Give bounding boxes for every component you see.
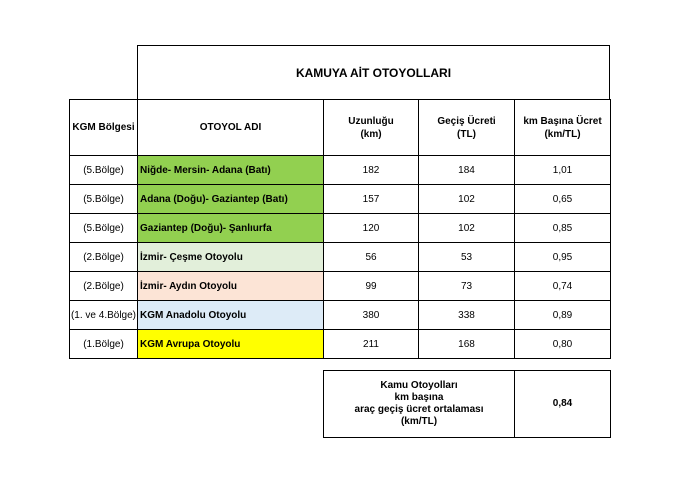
- highway-table: [69, 99, 611, 359]
- summary-value: 0,84: [515, 371, 611, 438]
- region-cell: (1.Bölge): [70, 330, 138, 359]
- per-km-cell: 0,74: [515, 272, 611, 301]
- highway-name-cell: Adana (Doğu)- Gaziantep (Batı): [138, 185, 324, 214]
- toll-cell: 168: [419, 330, 515, 359]
- summary-table: [323, 370, 611, 438]
- summary-row: [324, 371, 611, 438]
- table-row: [70, 301, 611, 330]
- region-cell: (5.Bölge): [70, 185, 138, 214]
- per-km-cell: 0,85: [515, 214, 611, 243]
- region-cell: (1. ve 4.Bölge): [70, 301, 138, 330]
- toll-cell: 102: [419, 214, 515, 243]
- length-cell: 380: [324, 301, 419, 330]
- table-row: [70, 243, 611, 272]
- toll-cell: 102: [419, 185, 515, 214]
- length-cell: 120: [324, 214, 419, 243]
- table-row: [70, 156, 611, 185]
- table-row: [70, 272, 611, 301]
- highway-name-cell: Gaziantep (Doğu)- Şanlıurfa: [138, 214, 324, 243]
- header-name: OTOYOL ADI: [138, 100, 324, 156]
- region-cell: (5.Bölge): [70, 156, 138, 185]
- per-km-cell: 1,01: [515, 156, 611, 185]
- region-cell: (5.Bölge): [70, 214, 138, 243]
- per-km-cell: 0,80: [515, 330, 611, 359]
- table-row: [70, 185, 611, 214]
- per-km-cell: 0,95: [515, 243, 611, 272]
- region-cell: (2.Bölge): [70, 272, 138, 301]
- table-title: [137, 45, 610, 99]
- region-cell: (2.Bölge): [70, 243, 138, 272]
- header-toll: Geçiş Ücreti (TL): [419, 100, 515, 156]
- highway-name-cell: KGM Avrupa Otoyolu: [138, 330, 324, 359]
- toll-cell: 184: [419, 156, 515, 185]
- per-km-cell: 0,65: [515, 185, 611, 214]
- toll-cell: 338: [419, 301, 515, 330]
- per-km-cell: 0,89: [515, 301, 611, 330]
- highway-name-cell: İzmir- Çeşme Otoyolu: [138, 243, 324, 272]
- highway-name-cell: Niğde- Mersin- Adana (Batı): [138, 156, 324, 185]
- length-cell: 182: [324, 156, 419, 185]
- summary-label: Kamu Otoyolları km başına araç geçiş ücret ortalaması (km/TL): [324, 371, 515, 438]
- header-length: Uzunluğu (km): [324, 100, 419, 156]
- toll-cell: 73: [419, 272, 515, 301]
- length-cell: 99: [324, 272, 419, 301]
- table-row: [70, 214, 611, 243]
- length-cell: 157: [324, 185, 419, 214]
- highway-name-cell: İzmir- Aydın Otoyolu: [138, 272, 324, 301]
- header-row: [70, 100, 611, 156]
- header-region: KGM Bölgesi: [70, 100, 138, 156]
- table-title-text: KAMUYA AİT OTOYOLLARI: [295, 65, 452, 80]
- length-cell: 56: [324, 243, 419, 272]
- table-row: [70, 330, 611, 359]
- length-cell: 211: [324, 330, 419, 359]
- toll-cell: 53: [419, 243, 515, 272]
- header-per-km: km Başına Ücret (km/TL): [515, 100, 611, 156]
- highway-name-cell: KGM Anadolu Otoyolu: [138, 301, 324, 330]
